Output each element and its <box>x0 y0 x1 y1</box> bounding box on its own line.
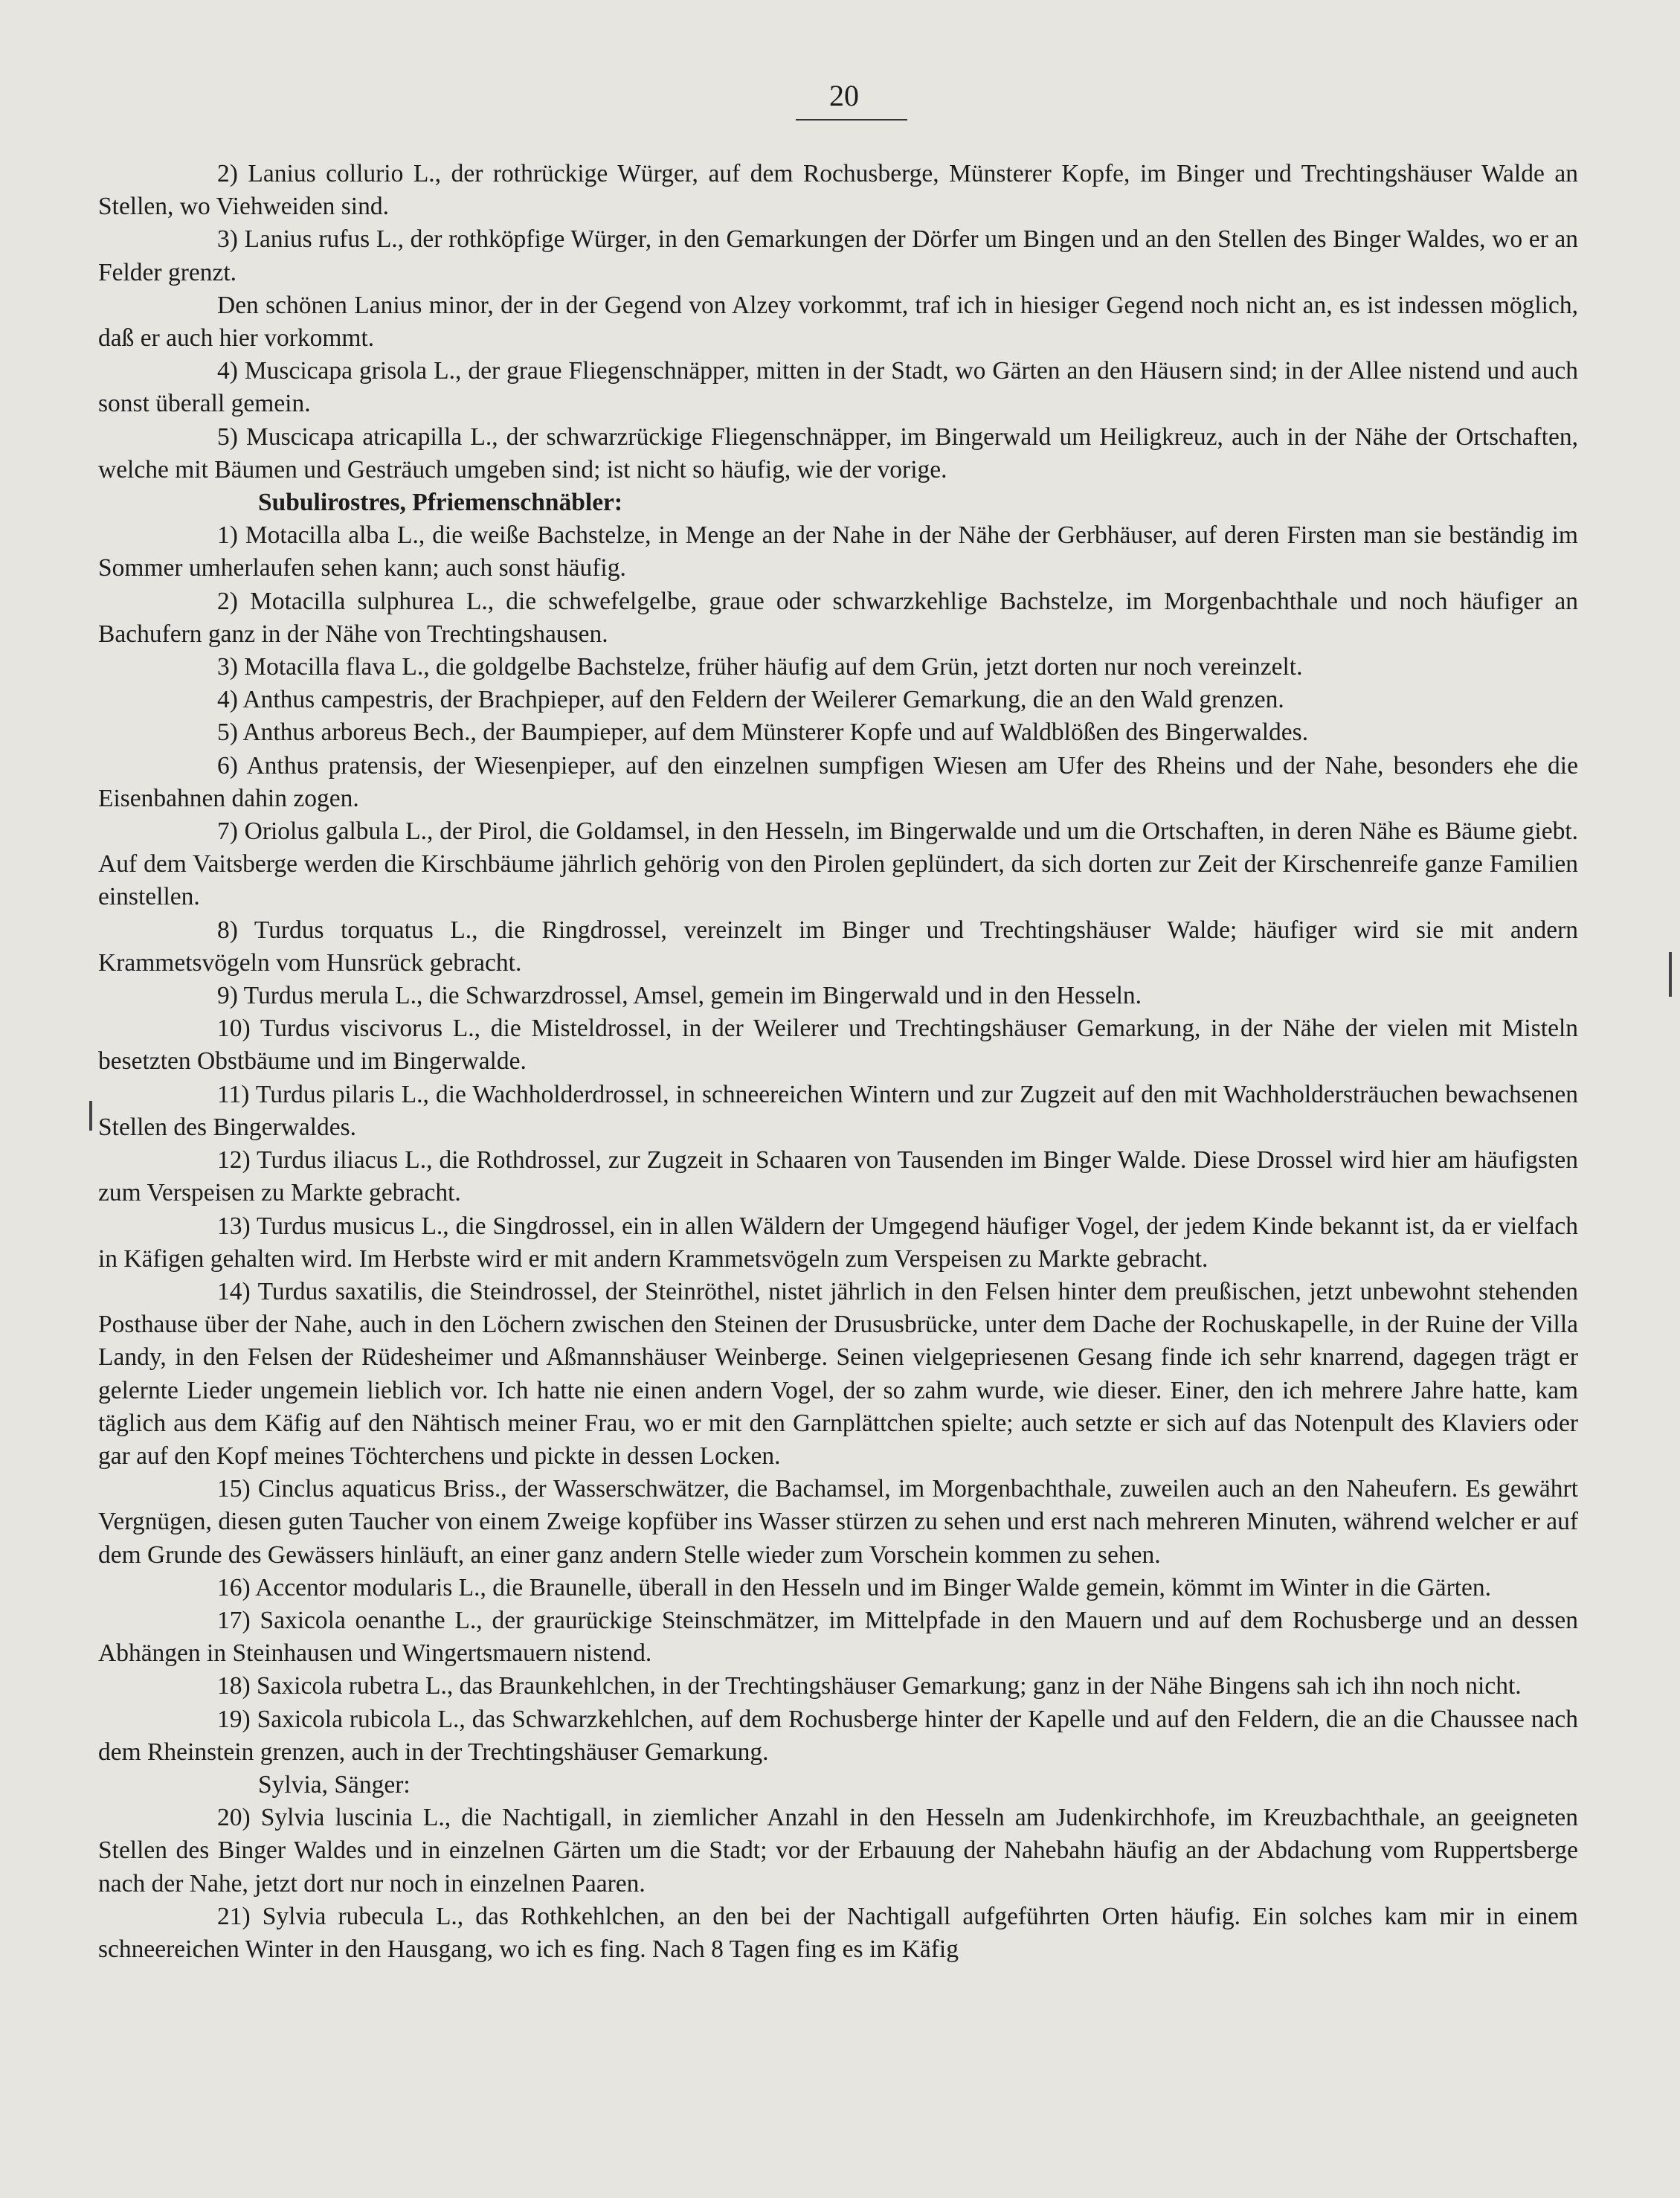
entry-sylvia-rubecula: 21) Sylvia rubecula L., das Rothkehlchen, an den bei der Nachtigall aufgeführten Orten häufig. Ein solches kam mir in einem schneereichen Winter in den Hausgang, wo ich es fing. Nach 8 Tagen fing es im Käfig <box>98 1902 1578 1963</box>
entry-muscicapa-atricapilla: 5) Muscicapa atricapilla L., der schwarzrückige Fliegenschnäpper, im Bingerwald um Heiligkreuz, auch in der Nähe der Ortschaften, welche mit Bäumen und Gesträuch umgeben sind; ist nicht so häufig, wie der vorige. <box>98 422 1578 483</box>
entry-sylvia-luscinia: 20) Sylvia luscinia L., die Nachtigall, in ziemlicher Anzahl in den Hesseln am Judenkirchhofe, im Kreuzbachthale, an geeigneten Stellen des Binger Waldes und in einzelnen Gärten um die Stadt; vor der Erbauung der Nahebahn häufig an der Abdachung vom Ruppertsberge nach der Nahe, jetzt dort nur noch in einzelnen Paaren. <box>98 1804 1578 1897</box>
entry-oriolus-galbula: 7) Oriolus galbula L., der Pirol, die Goldamsel, in den Hesseln, im Bingerwalde und um die Ortschaften, in deren Nähe es Bäume giebt. Auf dem Vaitsberge werden die Kirschbäume jährlich gehörig von den Pirolen geplündert, da sich dorten zur Zeit der Kirschenreife ganze Familien einstellen. <box>98 817 1578 911</box>
right-edge-mark <box>1669 952 1672 997</box>
entry-accentor-modularis: 16) Accentor modularis L., die Braunelle, überall in den Hesseln und im Binger Walde gemein, kömmt im Winter in die Gärten. <box>217 1573 1492 1601</box>
entry-anthus-arboreus: 5) Anthus arboreus Bech., der Baumpieper, auf dem Münsterer Kopfe und auf Waldblößen des Bingerwaldes. <box>217 719 1309 747</box>
entry-turdus-merula: 9) Turdus merula L., die Schwarzdrossel, Amsel, gemein im Bingerwald und in den Hesseln. <box>217 982 1142 1010</box>
entry-motacilla-flava: 3) Motacilla flava L., die goldgelbe Bachstelze, früher häufig auf dem Grün, jetzt dorten nur noch vereinzelt. <box>217 653 1303 681</box>
entry-turdus-viscivorus: 10) Turdus viscivorus L., die Misteldrossel, in der Weilerer und Trechtingshäuser Gemarkung, in der Nähe der vielen mit Misteln besetzten Obstbäume und im Bingerwalde. <box>98 1015 1578 1076</box>
entry-anthus-campestris: 4) Anthus campestris, der Brachpieper, auf den Feldern der Weilerer Gemarkung, die an den Wald grenzen. <box>217 686 1284 714</box>
page-number: 20 <box>829 79 859 112</box>
entry-turdus-saxatilis: 14) Turdus saxatilis, die Steindrossel, der Steinröthel, nistet jährlich in den Felsen hinter dem preußischen, jetzt unbewohnt stehenden Posthause über der Nahe, auch in den Löchern zwischen den Steinen der Drususbrücke, unter dem Dache der Rochuskapelle, in der Ruine der Villa Landy, in den Felsen der Rüdesheimer und Aßmannshäuser Weinberge. Seinen vielgepriesenen Gesang finde ich sehr knarrend, dagegen trägt er gelernte Lieder ungemein lieblich vor. Ich hatte nie einen andern Vogel, der so zahm wurde, wie dieser. Einer, den ich mehrere Jahre hatte, kam täglich aus dem Käfig auf den Nähtisch meiner Frau, wo er mit den Garnplättchen spielte; auch setzte er sich auf das Notenpult des Klaviers oder gar auf den Kopf meines Töchterchens und pickte in dessen Locken. <box>98 1277 1578 1470</box>
entry-turdus-torquatus: 8) Turdus torquatus L., die Ringdrossel, vereinzelt im Binger und Trechtingshäuser Walde; häufiger wird sie mit andern Krammetsvögeln vom Hunsrück gebracht. <box>98 916 1578 977</box>
entry-lanius-rufus: 3) Lanius rufus L., der rothköpfige Würger, in den Gemarkungen der Dörfer um Bingen und an den Stellen des Binger Waldes, wo er an Felder grenzt. <box>98 225 1578 286</box>
left-edge-mark <box>89 1101 92 1131</box>
section-heading-subulirostres: Subulirostres, Pfriemenschnäbler: <box>258 489 623 517</box>
entry-saxicola-rubicola: 19) Saxicola rubicola L., das Schwarzkehlchen, auf dem Rochusberge hinter der Kapelle und auf den Feldern, die an die Chaussee nach dem Rheinstein grenzen, auch in der Trechtingshäuser Gemarkung. <box>98 1705 1578 1766</box>
page-number-rule <box>796 119 907 120</box>
entry-saxicola-oenanthe: 17) Saxicola oenanthe L., der graurückige Steinschmätzer, im Mittelpfade in den Mauern und auf dem Rochusberge und an dessen Abhängen in Steinhausen und Wingertsmauern nistend. <box>98 1606 1578 1668</box>
note-lanius-minor: Den schönen Lanius minor, der in der Gegend von Alzey vorkommt, traf ich in hiesiger Gegend noch nicht an, es ist indessen möglich, daß er auch hier vorkommt. <box>98 291 1578 353</box>
entry-motacilla-sulphurea: 2) Motacilla sulphurea L., die schwefelgelbe, graue oder schwarzkehlige Bachstelze, im Morgenbachthale und noch häufiger an Bachufern ganz in der Nähe von Trechtingshausen. <box>98 587 1578 648</box>
entry-turdus-pilaris: 11) Turdus pilaris L., die Wachholderdrossel, in schneereichen Wintern und zur Zugzeit auf den mit Wachholdersträuchen bewachsenen Stellen des Bingerwaldes. <box>98 1080 1578 1141</box>
entry-motacilla-alba: 1) Motacilla alba L., die weiße Bachstelze, in Menge an der Nahe in der Nähe der Gerbhäuser, auf deren Firsten man sie beständig im Sommer umherlaufen sehen kann; auch sonst häufig. <box>98 521 1578 582</box>
entry-muscicapa-grisola: 4) Muscicapa grisola L., der graue Fliegenschnäpper, mitten in der Stadt, wo Gärten an den Häusern sind; in der Allee nistend und auch sonst überall gemein. <box>98 357 1578 418</box>
body-text <box>98 158 1578 1966</box>
section-heading-sylvia: Sylvia, Sänger: <box>258 1770 411 1799</box>
entry-cinclus-aquaticus: 15) Cinclus aquaticus Briss., der Wasserschwätzer, die Bachamsel, im Morgenbachthale, zuweilen auch an den Naheufern. Es gewährt Vergnügen, diesen guten Taucher von einem Zweige kopfüber ins Wasser stürzen zu sehen und erst nach mehreren Minuten, während welcher er auf dem Grunde des Gewässers hinläuft, an einer ganz andern Stelle wieder zum Vorschein kommen zu sehen. <box>98 1475 1578 1569</box>
entry-turdus-iliacus: 12) Turdus iliacus L., die Rothdrossel, zur Zugzeit in Schaaren von Tausenden im Binger Walde. Diese Drossel wird hier am häufigsten zum Verspeisen zu Markte gebracht. <box>98 1146 1578 1207</box>
entry-turdus-musicus: 13) Turdus musicus L., die Singdrossel, ein in allen Wäldern der Umgegend häufiger Vogel, der jedem Kinde bekannt ist, da er vielfach in Käfigen gehalten wird. Im Herbste wird er mit andern Krammetsvögeln zum Verspeisen zu Markte gebracht. <box>98 1212 1578 1273</box>
entry-anthus-pratensis: 6) Anthus pratensis, der Wiesenpieper, auf den einzelnen sumpfigen Wiesen am Ufer des Rheins und der Nahe, besonders ehe die Eisenbahnen dahin zogen. <box>98 751 1578 812</box>
entry-lanius-collurio: 2) Lanius collurio L., der rothrückige Würger, auf dem Rochusberge, Münsterer Kopfe, im Binger und Trechtingshäuser Walde an Stellen, wo Viehweiden sind. <box>98 160 1578 221</box>
entry-saxicola-rubetra: 18) Saxicola rubetra L., das Braunkehlchen, in der Trechtingshäuser Gemarkung; ganz in der Nähe Bingens sah ich ihn noch nicht. <box>217 1672 1522 1700</box>
